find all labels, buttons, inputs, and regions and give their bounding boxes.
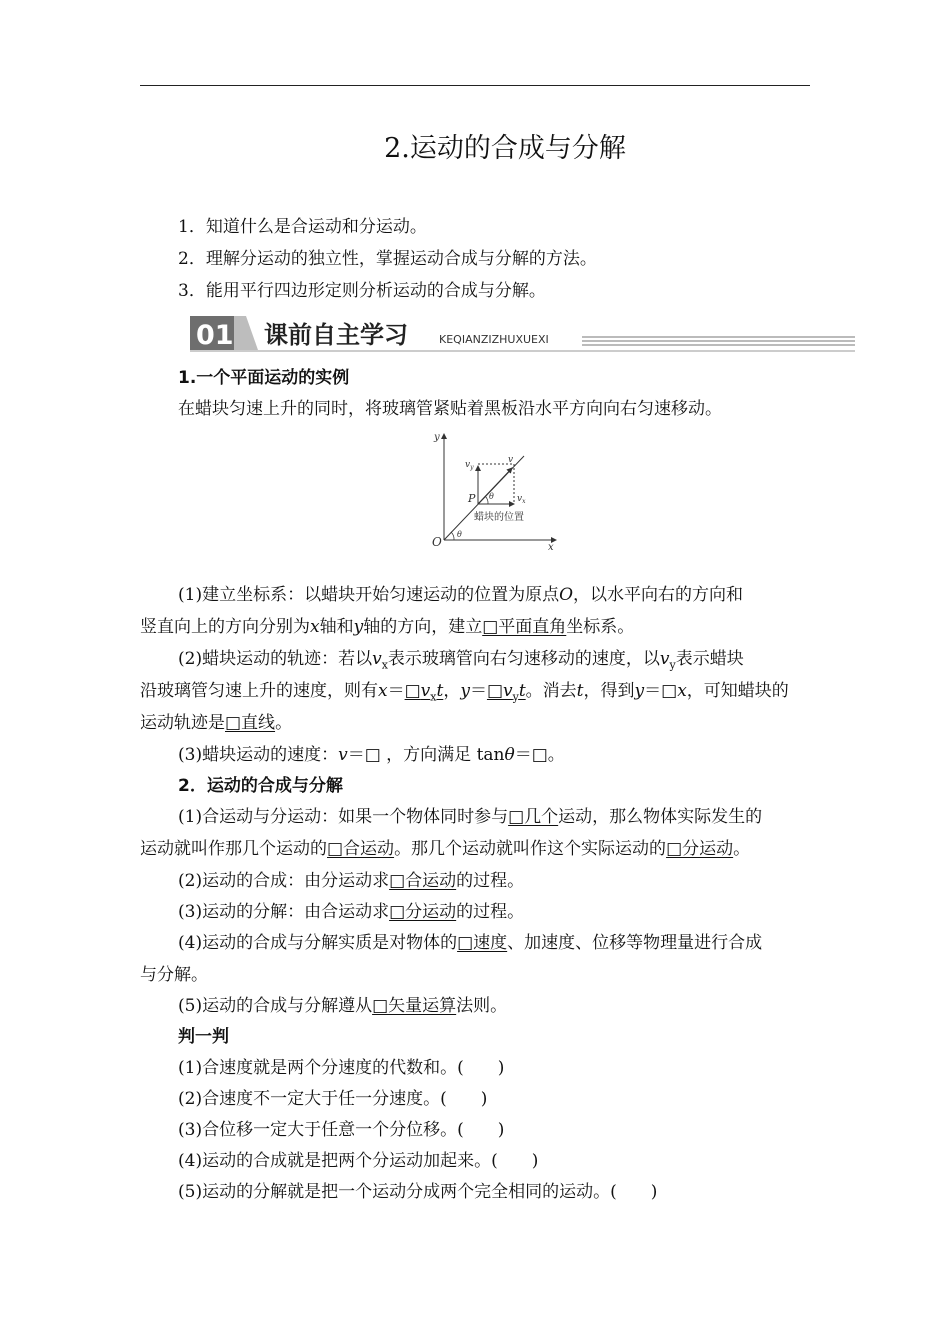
fig-v-label: v <box>508 455 514 465</box>
q3: (3)运动的分解：由合运动求□分运动的过程。 <box>178 902 525 922</box>
blank-plane-cartesian: □平面直角 <box>482 617 567 637</box>
theta-arc-o <box>451 532 454 540</box>
coordinate-figure <box>428 428 564 552</box>
judge-item-3: (3)合位移一定大于任意一个分位移。( ) <box>178 1120 505 1140</box>
para-1-line1: (1)建立坐标系：以蜡块开始匀速运动的位置为原点O，以水平向右的方向和 <box>178 585 744 605</box>
blank-vy-t: $□v_yt$ <box>486 681 526 704</box>
blank-component: □分运动 <box>666 839 734 859</box>
judge-heading: 判一判 <box>178 1027 229 1047</box>
judge-item-4: (4)运动的合成就是把两个分运动加起来。( ) <box>178 1151 539 1171</box>
objective-1: 1．知道什么是合运动和分运动。 <box>178 217 427 237</box>
q4-line2: 与分解。 <box>140 965 208 985</box>
banner-title: 课前自主学习 <box>264 321 408 349</box>
fig-y-label: y <box>434 432 440 443</box>
section-banner <box>190 314 855 352</box>
para-2-line3: 运动轨迹是□直线。 <box>140 713 293 733</box>
q4-line1: (4)运动的合成与分解实质是对物体的□速度、加速度、位移等物理量进行合成 <box>178 933 763 953</box>
fig-o-label: O <box>432 535 442 549</box>
para-2-line1: (2)蜡块运动的轨迹：若以$v_x$表示玻璃管向右匀速移动的速度，以$v_y$表示蜡块 <box>178 649 744 672</box>
fig-caption: 蜡块的位置 <box>474 512 524 523</box>
para-1-line2: 竖直向上的方向分别为x轴和y轴的方向，建立□平面直角坐标系。 <box>140 617 635 637</box>
judge-item-5: (5)运动的分解就是把一个运动分成两个完全相同的运动。( ) <box>178 1182 658 1202</box>
banner-number: 01 <box>196 320 234 351</box>
fig-vx-label: $v_x$ <box>517 494 526 505</box>
fig-x-label: x <box>548 542 554 552</box>
fig-theta-p: θ <box>489 492 494 501</box>
page-title: 2.运动的合成与分解 <box>384 133 626 164</box>
q5: (5)运动的合成与分解遵从□矢量运算法则。 <box>178 996 508 1016</box>
para-3: (3)蜡块运动的速度：v＝□ ，方向满足 tanθ＝□。 <box>178 745 565 765</box>
section1-intro: 在蜡块匀速上升的同时，将玻璃管紧贴着黑板沿水平方向向右匀速移动。 <box>178 399 722 419</box>
blank-resultant: □合运动 <box>327 839 395 859</box>
banner-pinyin: KEQIANZIZHUXUEXI <box>439 333 549 346</box>
fig-p-label: P <box>468 492 476 505</box>
objective-2: 2．理解分运动的独立性，掌握运动合成与分解的方法。 <box>178 249 597 269</box>
blank-several: □几个 <box>508 807 559 827</box>
v-arrow <box>478 468 512 504</box>
q1-line2: 运动就叫作那几个运动的□合运动。那几个运动就叫作这个实际运动的□分运动。 <box>140 839 751 859</box>
q2: (2)运动的合成：由分运动求□合运动的过程。 <box>178 871 525 891</box>
theta-arc-p <box>485 496 488 504</box>
banner-wedge <box>234 316 258 350</box>
fig-vy-label: $v_y$ <box>465 460 474 471</box>
q1-line1: (1)合运动与分运动：如果一个物体同时参与□几个运动，那么物体实际发生的 <box>178 807 763 827</box>
blank-vx-t: $□v_xt$ <box>404 681 444 704</box>
blank-straight-line: □直线 <box>225 713 276 733</box>
fig-theta-o: θ <box>457 530 462 539</box>
section2-heading: 2．运动的合成与分解 <box>178 776 343 796</box>
objective-3: 3．能用平行四边形定则分析运动的合成与分解。 <box>178 281 546 301</box>
para-2-line2: 沿玻璃管匀速上升的速度，则有$x=□v_xt$，$y=□v_yt$。消去t，得到y＝□x，可知蜡块的 <box>140 681 789 704</box>
judge-item-1: (1)合速度就是两个分速度的代数和。( ) <box>178 1058 505 1078</box>
section1-heading: 1.一个平面运动的实例 <box>178 368 350 388</box>
header-rule <box>140 85 810 86</box>
judge-item-2: (2)合速度不一定大于任一分速度。( ) <box>178 1089 488 1109</box>
